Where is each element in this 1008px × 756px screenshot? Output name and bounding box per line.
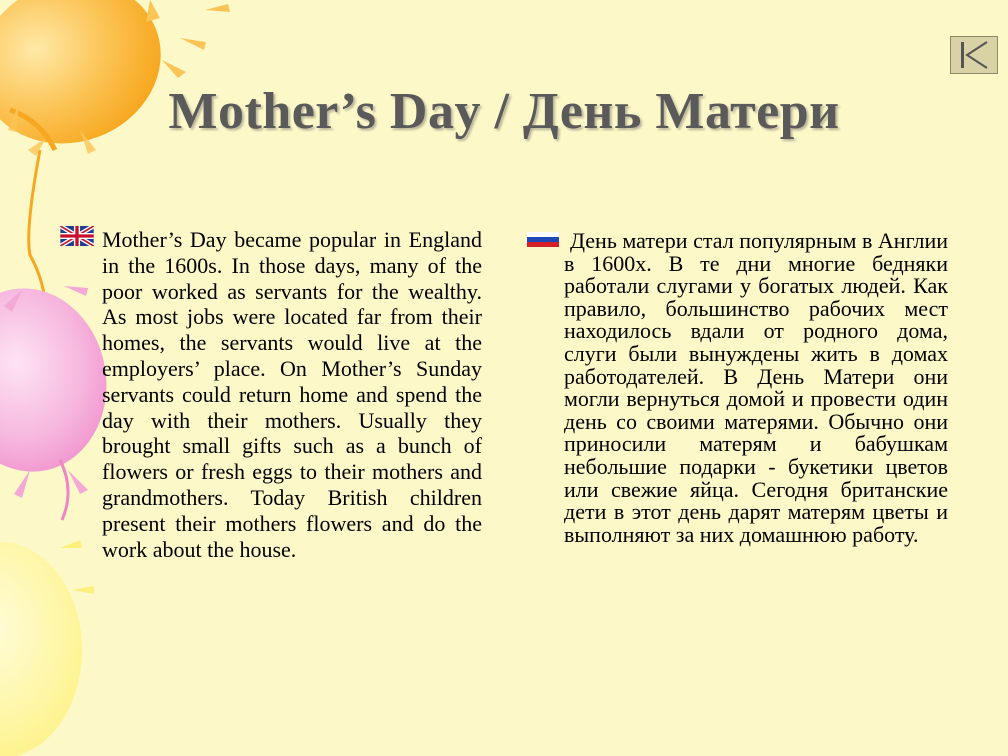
skip-to-start-icon — [951, 37, 997, 73]
uk-flag-icon — [60, 226, 94, 246]
english-text: Mother’s Day became popular in England in the 1600s. In those days, many of the poor worked as servants for the wealthy. As most jobs were located far from their homes, the servants would live at the employers’ place. On Mother’s Sunday servants could return home and spend the day with their mothers. Usually they brought small gifts such as a bunch of flowers or fresh eggs to their mothers and grandmothers. Today British children present their mothers flowers and do the work about the house. — [102, 227, 482, 562]
page-title: Mother’s Day / День Матери — [168, 83, 840, 140]
russia-flag-icon — [527, 232, 559, 247]
russian-text — [564, 230, 948, 546]
yellow-balloon-icon — [0, 542, 82, 756]
skip-to-start-button[interactable] — [950, 36, 998, 74]
russian-text-body: День матери стал популярным в Англии в 1600х. В те дни многие бедняки работали слугами у богатых людей. Как правило, большинство рабочих мест находилось вдали от родного дома, слуги были вынуждены жить в домах работодателей. В День Матери они могли вернуться домой и провести один день со своими матерями. Обычно они приносили матерям и бабушкам небольшие подарки - букетики цветов или свежие яйца. Сегодня британские дети в этот день дарят матерям цветы и выполняют за них домашнюю работу. — [564, 228, 948, 547]
